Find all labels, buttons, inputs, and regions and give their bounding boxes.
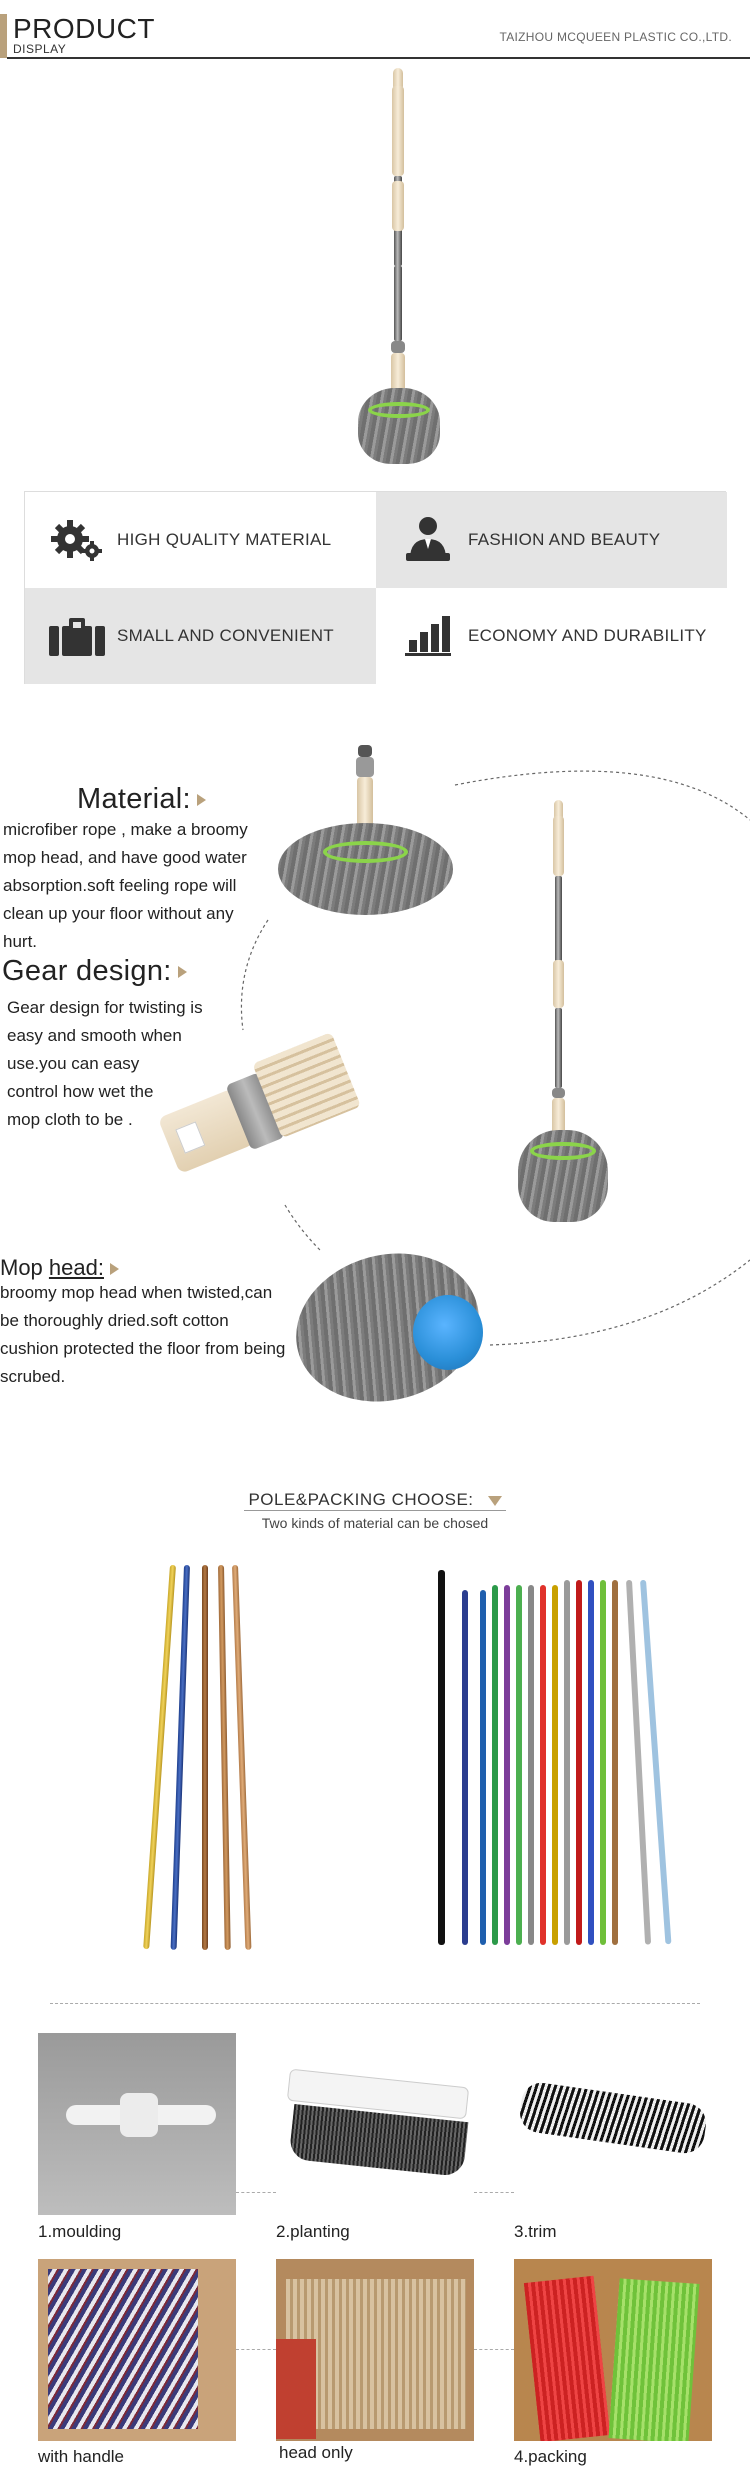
- hero-mop-image: [340, 66, 460, 486]
- feature-label: ECONOMY AND DURABILITY: [468, 626, 707, 645]
- material-description: microfiber rope , make a broomy mop head, and have good water absorption.soft feeling rope will clean up your floor without any hurt.: [3, 820, 248, 951]
- gear-description: Gear design for twisting is easy and smooth when use.you can easy control how wet the mop cloth to be .: [7, 998, 203, 1129]
- moulding-photo: [38, 2033, 236, 2215]
- triangle-icon: [110, 1263, 119, 1275]
- mophead-description: broomy mop head when twisted,can be thoroughly dried.soft cotton cushion protected the floor from being scrubed.: [0, 1283, 286, 1386]
- gear-heading: Gear design:: [2, 955, 187, 988]
- feature-grid: [24, 491, 726, 684]
- step-caption: 3.trim: [514, 2222, 557, 2241]
- page-title: PRODUCT: [13, 13, 155, 44]
- company-name: TAIZHOU MCQUEEN PLASTIC CO.,LTD.: [499, 30, 732, 44]
- feature-cell-small: [25, 588, 376, 684]
- briefcase-icon: [47, 606, 107, 666]
- step-caption: 4.packing: [514, 2447, 587, 2466]
- triangle-down-icon: [488, 1496, 502, 1506]
- step-caption: 2.planting: [276, 2222, 350, 2241]
- feature-cell-quality: [25, 492, 376, 588]
- head-only-photo: [276, 2259, 474, 2441]
- packing-title: POLE&PACKING CHOOSE:: [0, 1490, 750, 1510]
- with-handle-photo: [38, 2259, 236, 2441]
- mop-head-closeup-image: [295, 1245, 490, 1405]
- step-connector: [236, 2192, 276, 2193]
- gears-icon: [47, 510, 107, 570]
- step-connector: [474, 2349, 514, 2350]
- header-accent-bar: [0, 14, 7, 58]
- material-rope-image: [278, 745, 453, 925]
- full-mop-image: [510, 800, 610, 1290]
- feature-label: SMALL AND CONVENIENT: [117, 626, 334, 645]
- triangle-icon: [178, 966, 187, 978]
- feature-label: FASHION AND BEAUTY: [468, 530, 661, 549]
- feature-cell-economy: [376, 588, 727, 684]
- wooden-poles-image: [150, 1565, 270, 1955]
- material-heading: Material:: [77, 783, 206, 816]
- triangle-icon: [197, 794, 206, 806]
- colored-poles-image: [430, 1570, 690, 1950]
- step-caption: head only: [279, 2443, 353, 2462]
- step-connector: [236, 2349, 276, 2350]
- step-connector: [474, 2192, 514, 2193]
- packing-photo: [514, 2259, 712, 2441]
- feature-label: HIGH QUALITY MATERIAL: [117, 530, 332, 549]
- packing-subtitle: Two kinds of material can be chosed: [261, 1515, 489, 1531]
- step-caption: 1.moulding: [38, 2222, 122, 2241]
- header-rule: [7, 57, 750, 59]
- page-subtitle: DISPLAY: [13, 42, 67, 56]
- trim-photo: [514, 2033, 712, 2215]
- mophead-heading: Mop head:: [0, 1255, 119, 1281]
- section-divider: [50, 2003, 700, 2004]
- bar-chart-icon: [398, 606, 458, 666]
- feature-cell-fashion: [376, 492, 727, 588]
- packing-title-rule: [244, 1510, 506, 1511]
- person-icon: [398, 510, 458, 570]
- step-caption: with handle: [38, 2447, 125, 2466]
- planting-photo: [276, 2033, 474, 2215]
